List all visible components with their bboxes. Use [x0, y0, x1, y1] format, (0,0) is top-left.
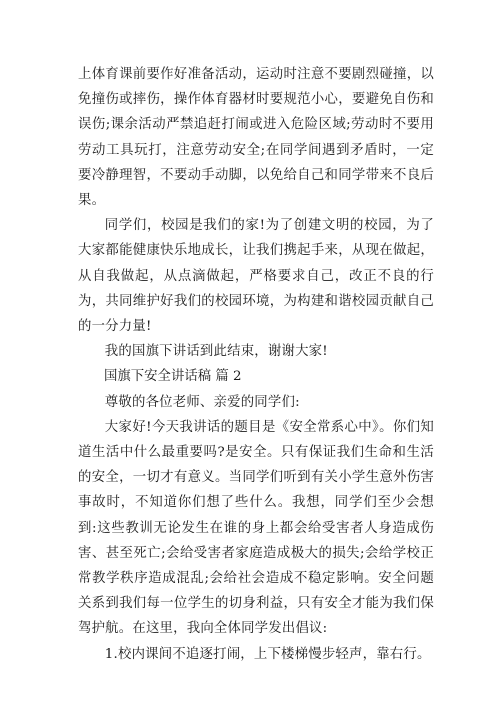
paragraph-campus-home: 同学们，校园是我们的家!为了创建文明的校园，为了大家都能健康快乐地成长，让我们携起手来，从现在做起，从自我做起，从点滴做起，严格要求自己，改正不良的行为，共同维护好我们的校园环境，为构建和谐校园贡献自己的一分力量! [78, 218, 434, 335]
paragraph-speech-intro: 大家好!今天我讲话的题目是《安全常系心中》。你们知道生活中什么最重要吗?是安全。只有保证我们生命和生活的安全，一切才有意义。当同学们听到有关小学生意外伤害事故时，不知道你们想了些什么。我想，同学们至少会想到:这些教训无论发生在谁的身上都会给受害者人身造成伤害、甚至死亡;会给受害者家庭造成极大的损失;会给学校正常教学秩序造成混乱;会给社会造成不稳定影响。安全问题关系到我们每一位学生的切身利益，只有安全才能为我们保驾护航。在这里，我向全体同学发出倡议: [78, 419, 434, 637]
paragraph-item-1: 1.校内课间不追逐打闹，上下楼梯慢步轻声，靠右行。 [104, 646, 431, 662]
section-heading: 国旗下安全讲话稿 篇 2 [104, 369, 242, 385]
paragraph-closing: 我的国旗下讲话到此结束，谢谢大家! [104, 344, 328, 360]
document-body [78, 62, 434, 667]
paragraph-salutation: 尊敬的各位老师、亲爱的同学们: [104, 394, 300, 410]
paragraph-safety-rules: 上体育课前要作好准备活动，运动时注意不要剧烈碰撞，以免撞伤或摔伤，操作体育器材时要规范小心，要避免自伤和误伤;课余活动严禁追赶打闹或进入危险区域;劳动时不要用劳动工具玩打，注意劳动安全;在同学间遇到矛盾时，一定要冷静理智，不要动手动脚，以免给自己和同学带来不良后果。 [78, 67, 434, 209]
